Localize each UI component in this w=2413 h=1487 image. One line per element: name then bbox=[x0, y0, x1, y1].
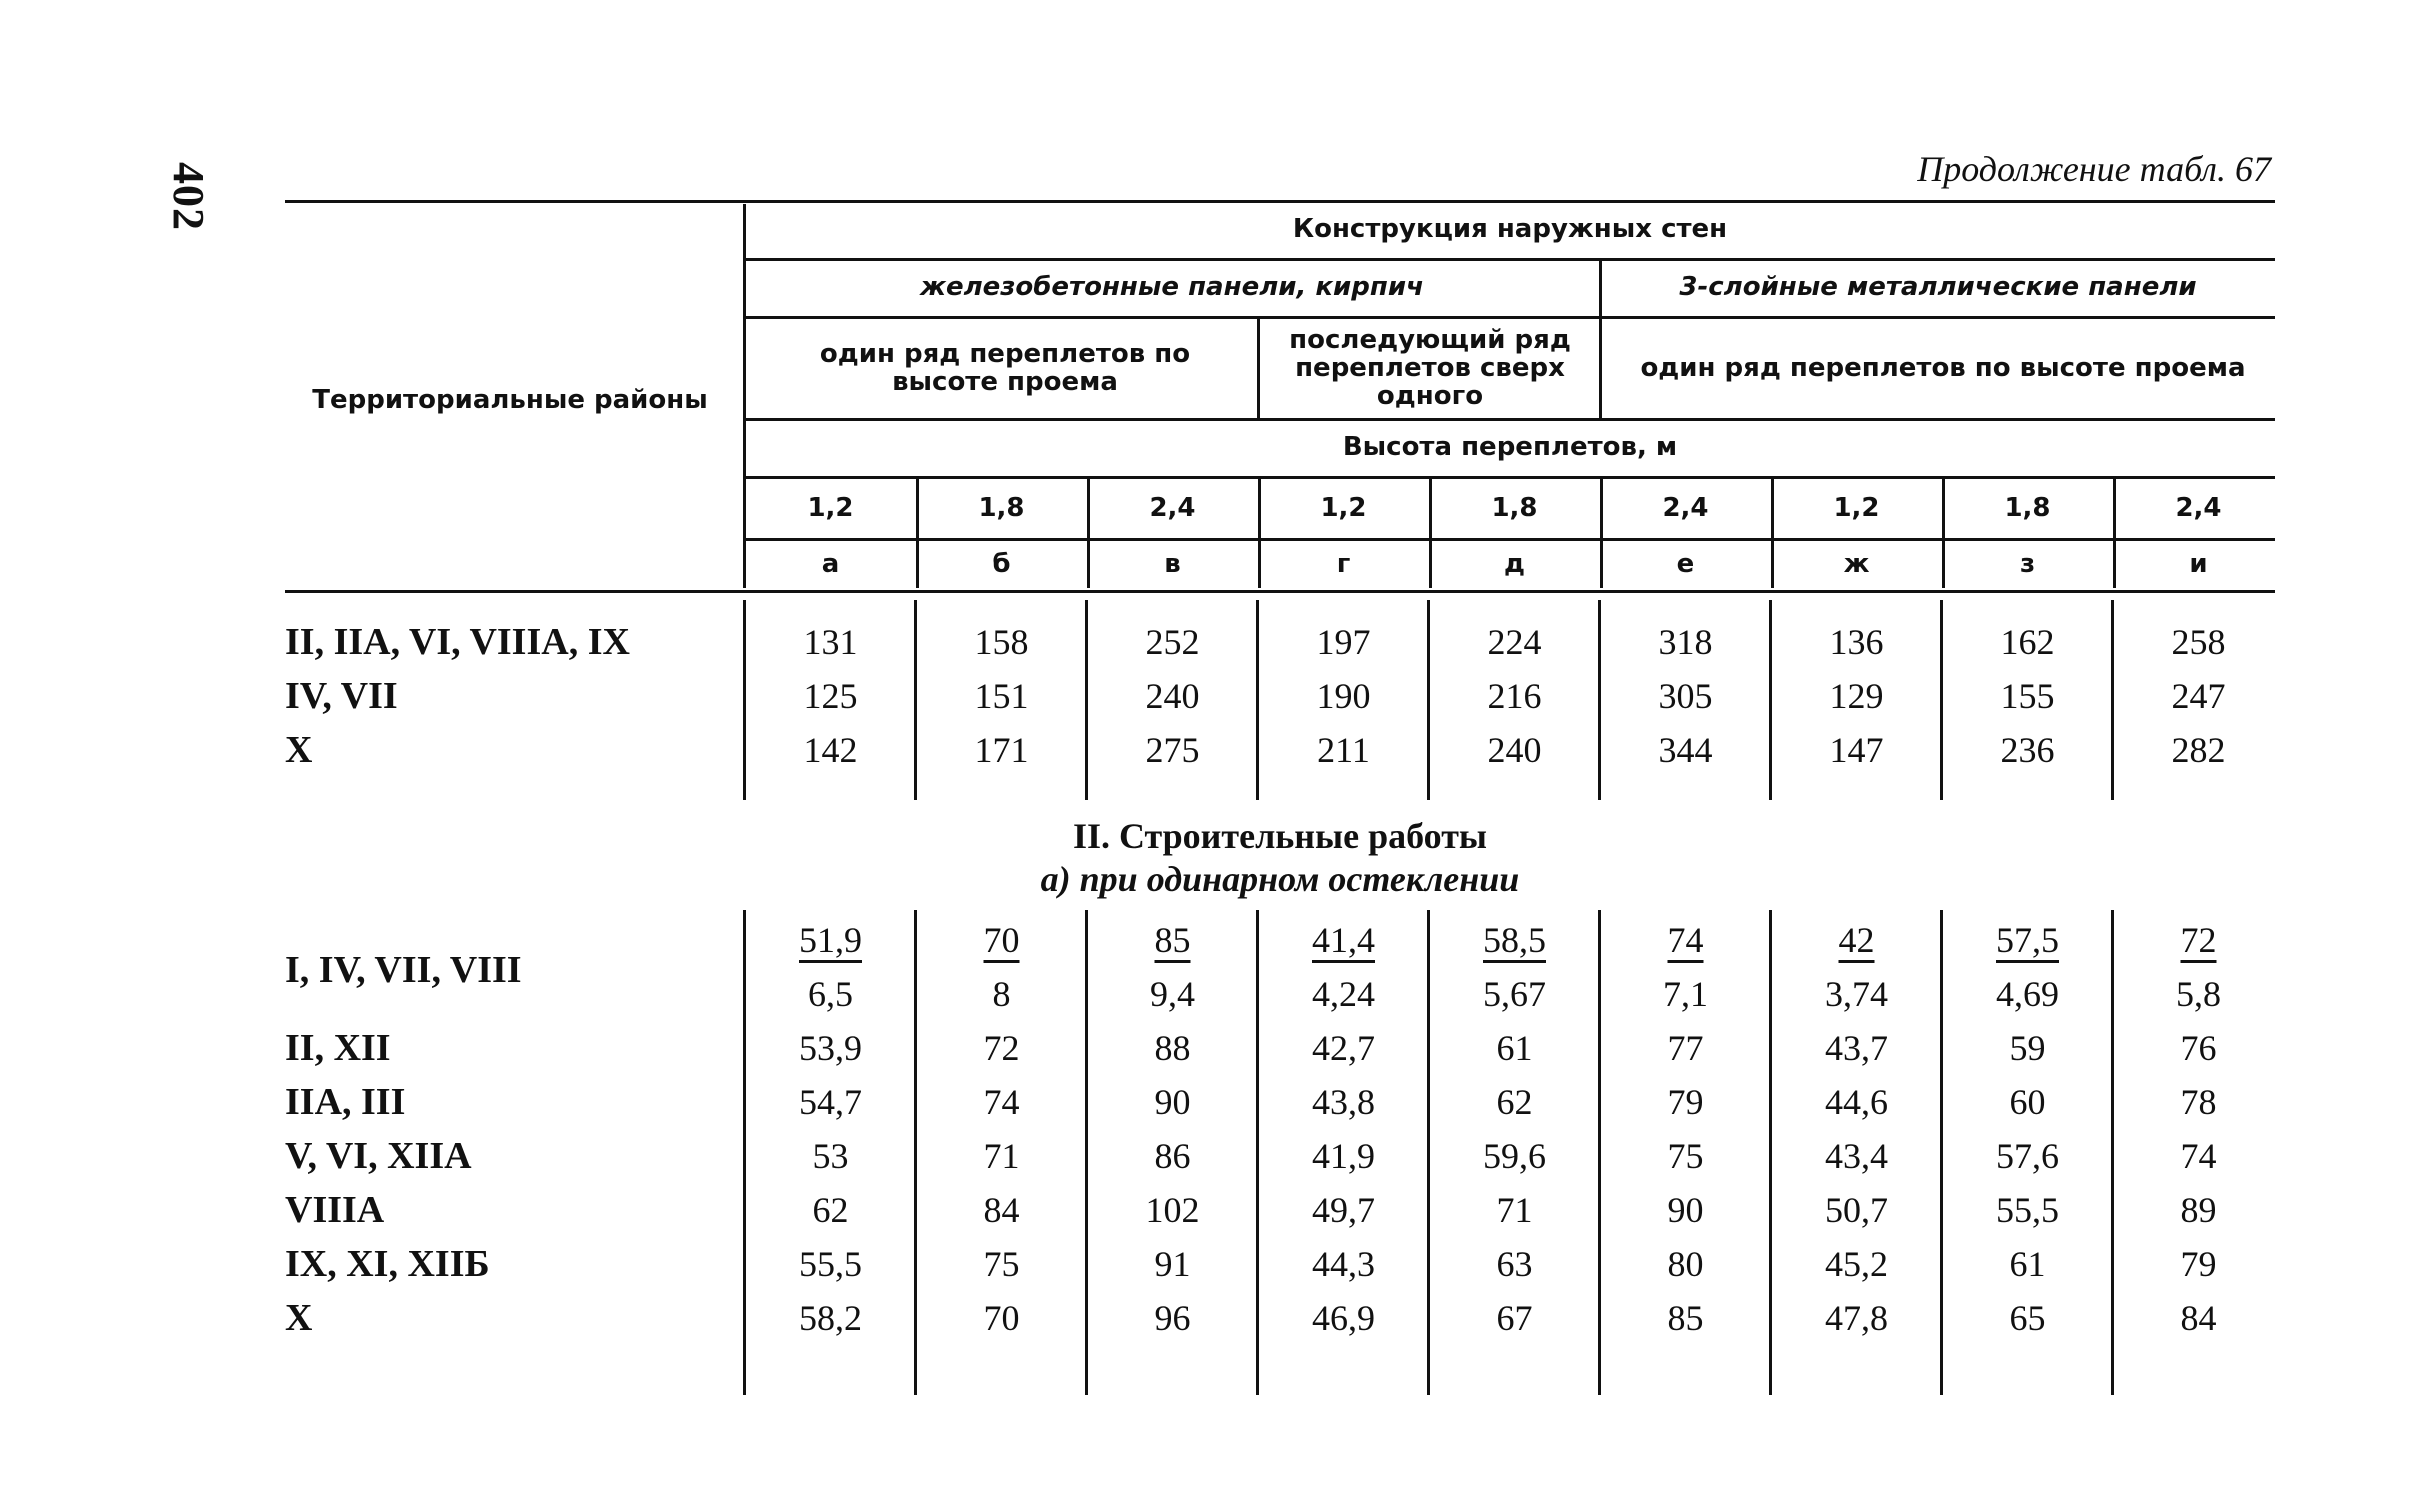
row-label: X bbox=[285, 1297, 313, 1339]
body-column-rule bbox=[1427, 600, 1430, 800]
table-cell: 86 bbox=[1154, 1136, 1191, 1176]
data-table bbox=[285, 200, 2275, 1400]
header-rule-2 bbox=[745, 316, 2275, 319]
sub-next-row-header: последующий ряд переплетов сверх одного bbox=[1289, 325, 1571, 411]
districts-header: Территориальные районы bbox=[312, 385, 708, 415]
table-cell: 90 bbox=[1154, 1082, 1191, 1122]
table-cell: 42,7 bbox=[1312, 1028, 1375, 1068]
column-letter: е bbox=[1676, 549, 1695, 579]
column-letter: и bbox=[2189, 549, 2208, 579]
section-subtitle: а) при одинарном остеклении bbox=[1040, 859, 1520, 899]
height-value: 1,2 bbox=[807, 493, 854, 523]
row-label: IIA, III bbox=[285, 1081, 406, 1123]
height-value: 2,4 bbox=[1662, 493, 1709, 523]
table-cell: 61 bbox=[2009, 1244, 2046, 1284]
fraction-denominator: 6,5 bbox=[808, 974, 853, 1014]
body-column-rule bbox=[914, 910, 917, 1395]
table-cell: 63 bbox=[1496, 1244, 1533, 1284]
fraction-numerator: 58,5 bbox=[1483, 920, 1546, 960]
header-rule-3 bbox=[745, 418, 2275, 421]
table-cell: 80 bbox=[1667, 1244, 1704, 1284]
table-cell: 136 bbox=[1829, 622, 1884, 662]
height-value: 1,2 bbox=[1833, 493, 1880, 523]
table-cell: 43,7 bbox=[1825, 1028, 1888, 1068]
table-cell: 91 bbox=[1154, 1244, 1191, 1284]
fraction-denominator: 4,69 bbox=[1996, 974, 2059, 1014]
table-cell: 305 bbox=[1658, 676, 1713, 716]
sub-one-row-metal-header: один ряд переплетов по высоте проема bbox=[1640, 353, 2246, 383]
table-cell: 85 bbox=[1667, 1298, 1704, 1338]
table-cell: 252 bbox=[1145, 622, 1200, 662]
body-column-rule bbox=[1598, 910, 1601, 1395]
table-cell: 131 bbox=[803, 622, 858, 662]
table-cell: 96 bbox=[1154, 1298, 1191, 1338]
table-cell: 197 bbox=[1316, 622, 1371, 662]
body-column-rule bbox=[743, 600, 746, 800]
table-cell: 147 bbox=[1829, 730, 1884, 770]
height-value: 1,8 bbox=[1491, 493, 1538, 523]
row-label: II, IIA, VI, VIIIA, IX bbox=[285, 621, 630, 663]
fraction-denominator: 7,1 bbox=[1663, 974, 1708, 1014]
table-cell: 41,9 bbox=[1312, 1136, 1375, 1176]
wall-construction-header: Конструкция наружных стен bbox=[1292, 214, 1728, 244]
row-label: I, IV, VII, VIII bbox=[285, 949, 522, 991]
table-cell: 151 bbox=[974, 676, 1029, 716]
table-cell: 88 bbox=[1154, 1028, 1191, 1068]
group-metal-header: 3-слойные металлические панели bbox=[1679, 272, 2197, 302]
fraction-numerator: 70 bbox=[983, 920, 1020, 960]
table-cell: 71 bbox=[1496, 1190, 1533, 1230]
body-column-rule bbox=[1427, 910, 1430, 1395]
fraction-denominator: 4,24 bbox=[1312, 974, 1375, 1014]
fraction-numerator: 51,9 bbox=[799, 920, 862, 960]
table-cell: 75 bbox=[983, 1244, 1020, 1284]
fraction-denominator: 9,4 bbox=[1150, 974, 1195, 1014]
table-cell: 90 bbox=[1667, 1190, 1704, 1230]
subgroup-divider bbox=[1257, 318, 1260, 418]
table-cell: 61 bbox=[1496, 1028, 1533, 1068]
table-cell: 79 bbox=[2180, 1244, 2217, 1284]
page-number: 402 bbox=[164, 162, 213, 231]
table-cell: 275 bbox=[1145, 730, 1200, 770]
table-cell: 50,7 bbox=[1825, 1190, 1888, 1230]
column-letter: ж bbox=[1843, 549, 1870, 579]
body-column-rule bbox=[1940, 600, 1943, 800]
table-cell: 74 bbox=[983, 1082, 1020, 1122]
table-cell: 318 bbox=[1658, 622, 1713, 662]
body-column-rule bbox=[1256, 600, 1259, 800]
table-cell: 211 bbox=[1317, 730, 1370, 770]
column-letter: б bbox=[992, 549, 1011, 579]
column-letter: г bbox=[1336, 549, 1351, 579]
table-cell: 43,4 bbox=[1825, 1136, 1888, 1176]
table-cell: 53 bbox=[812, 1136, 849, 1176]
body-column-rule bbox=[743, 910, 746, 1395]
table-cell: 49,7 bbox=[1312, 1190, 1375, 1230]
body-column-rule bbox=[2111, 910, 2114, 1395]
table-cell: 162 bbox=[2000, 622, 2055, 662]
table-cell: 258 bbox=[2171, 622, 2226, 662]
height-value: 1,2 bbox=[1320, 493, 1367, 523]
row-label: II, XII bbox=[285, 1027, 391, 1069]
row-label: IX, XI, XIIБ bbox=[285, 1243, 490, 1285]
table-cell: 65 bbox=[2009, 1298, 2046, 1338]
height-header: Высота переплетов, м bbox=[1342, 432, 1678, 462]
fraction-numerator: 72 bbox=[2180, 920, 2217, 960]
table-cell: 43,8 bbox=[1312, 1082, 1375, 1122]
table-cell: 55,5 bbox=[799, 1244, 862, 1284]
table-cell: 45,2 bbox=[1825, 1244, 1888, 1284]
height-value: 1,8 bbox=[2004, 493, 2051, 523]
table-cell: 78 bbox=[2180, 1082, 2217, 1122]
table-cell: 84 bbox=[983, 1190, 1020, 1230]
table-cell: 190 bbox=[1316, 676, 1371, 716]
body-column-rule bbox=[1940, 910, 1943, 1395]
row-label: V, VI, XIIA bbox=[285, 1135, 472, 1177]
table-cell: 89 bbox=[2180, 1190, 2217, 1230]
table-cell: 236 bbox=[2000, 730, 2055, 770]
column-letter: а bbox=[821, 549, 840, 579]
table-cell: 247 bbox=[2171, 676, 2226, 716]
table-cell: 77 bbox=[1667, 1028, 1704, 1068]
table-cell: 158 bbox=[974, 622, 1029, 662]
header-rule-5 bbox=[745, 538, 2275, 541]
fraction-numerator: 41,4 bbox=[1312, 920, 1375, 960]
body-column-rule bbox=[1085, 910, 1088, 1395]
table-cell: 60 bbox=[2009, 1082, 2046, 1122]
body-column-rule bbox=[1085, 600, 1088, 800]
column-letter: з bbox=[2019, 549, 2036, 579]
table-cell: 125 bbox=[803, 676, 858, 716]
continuation-caption: Продолжение табл. 67 bbox=[1917, 149, 2271, 189]
body-column-rule bbox=[1598, 600, 1601, 800]
header-rule-1 bbox=[745, 258, 2275, 261]
table-cell: 46,9 bbox=[1312, 1298, 1375, 1338]
table-cell: 240 bbox=[1145, 676, 1200, 716]
body-column-rule bbox=[914, 600, 917, 800]
table-cell: 53,9 bbox=[799, 1028, 862, 1068]
table-cell: 44,3 bbox=[1312, 1244, 1375, 1284]
table-cell: 240 bbox=[1487, 730, 1542, 770]
table-cell: 79 bbox=[1667, 1082, 1704, 1122]
column-letter: в bbox=[1164, 549, 1181, 579]
table-cell: 70 bbox=[983, 1298, 1020, 1338]
table-cell: 75 bbox=[1667, 1136, 1704, 1176]
table-cell: 102 bbox=[1145, 1190, 1200, 1230]
table-cell: 142 bbox=[803, 730, 858, 770]
height-value: 2,4 bbox=[2175, 493, 2222, 523]
fraction-numerator: 57,5 bbox=[1996, 920, 2059, 960]
header-bottom-rule bbox=[285, 590, 2275, 593]
table-cell: 59,6 bbox=[1483, 1136, 1546, 1176]
table-cell: 76 bbox=[2180, 1028, 2217, 1068]
table-cell: 282 bbox=[2171, 730, 2226, 770]
fraction-numerator: 74 bbox=[1667, 920, 1704, 960]
table-cell: 84 bbox=[2180, 1298, 2217, 1338]
fraction-denominator: 5,8 bbox=[2176, 974, 2221, 1014]
body-column-rule bbox=[1256, 910, 1259, 1395]
table-cell: 224 bbox=[1487, 622, 1542, 662]
fraction-numerator: 85 bbox=[1154, 920, 1191, 960]
table-cell: 71 bbox=[983, 1136, 1020, 1176]
fraction-denominator: 8 bbox=[992, 974, 1011, 1014]
table-cell: 47,8 bbox=[1825, 1298, 1888, 1338]
table-cell: 55,5 bbox=[1996, 1190, 2059, 1230]
group-rc-header: железобетонные панели, кирпич bbox=[920, 272, 1424, 302]
row-label: IV, VII bbox=[285, 675, 398, 717]
body-column-rule bbox=[2111, 600, 2114, 800]
table-cell: 155 bbox=[2000, 676, 2055, 716]
table-cell: 62 bbox=[812, 1190, 849, 1230]
table-cell: 344 bbox=[1658, 730, 1713, 770]
body-column-rule bbox=[1769, 910, 1772, 1395]
table-top-rule bbox=[285, 200, 2275, 203]
table-cell: 129 bbox=[1829, 676, 1884, 716]
table-cell: 74 bbox=[2180, 1136, 2217, 1176]
column-letter: д bbox=[1504, 549, 1525, 579]
row-label: X bbox=[285, 729, 313, 771]
sub-one-row-rc-header: один ряд переплетов по высоте проема bbox=[819, 339, 1191, 397]
table-cell: 57,6 bbox=[1996, 1136, 2059, 1176]
table-cell: 62 bbox=[1496, 1082, 1533, 1122]
body-column-rule bbox=[1769, 600, 1772, 800]
fraction-denominator: 5,67 bbox=[1483, 974, 1546, 1014]
table-cell: 44,6 bbox=[1825, 1082, 1888, 1122]
fraction-denominator: 3,74 bbox=[1825, 974, 1888, 1014]
table-cell: 54,7 bbox=[799, 1082, 862, 1122]
table-cell: 216 bbox=[1487, 676, 1542, 716]
fraction-numerator: 42 bbox=[1838, 920, 1875, 960]
row-label: VIIIA bbox=[285, 1189, 385, 1231]
table-cell: 58,2 bbox=[799, 1298, 862, 1338]
table-cell: 72 bbox=[983, 1028, 1020, 1068]
table-cell: 67 bbox=[1496, 1298, 1533, 1338]
height-value: 1,8 bbox=[978, 493, 1025, 523]
height-value: 2,4 bbox=[1149, 493, 1196, 523]
section-title: II. Строительные работы bbox=[1072, 816, 1488, 856]
table-cell: 59 bbox=[2009, 1028, 2046, 1068]
header-rule-4 bbox=[745, 476, 2275, 479]
table-cell: 171 bbox=[974, 730, 1029, 770]
